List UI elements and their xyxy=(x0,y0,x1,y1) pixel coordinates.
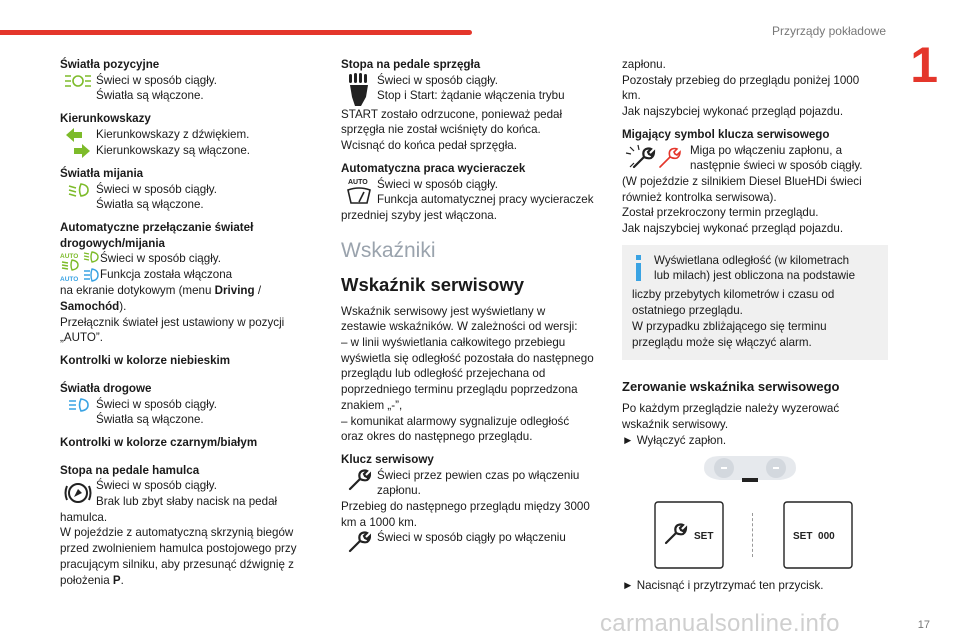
text-line: (W pojeździe z silnikiem Diesel BlueHDi świeci xyxy=(622,174,862,188)
watermark: carmanualsonline.info xyxy=(600,610,840,637)
text-line: START zostało odrzucone, ponieważ pedał xyxy=(341,107,563,121)
section-title: Wskaźniki xyxy=(341,238,436,262)
text-line: Świeci w sposób ciągły. xyxy=(96,479,217,493)
text-line: drogowych/mijania xyxy=(60,236,166,250)
display-set-000-label: SET 000 xyxy=(793,531,835,542)
column-2 xyxy=(341,57,609,554)
turn-signal-arrows-icon xyxy=(60,127,96,159)
flashing-wrench-icon xyxy=(622,143,690,171)
chapter-number: 1 xyxy=(910,37,938,93)
wrench-icon xyxy=(341,468,377,492)
position-lights-title: Światła pozycyjne xyxy=(60,58,160,71)
text-line: Funkcja została włączona xyxy=(100,268,233,282)
main-beam-row xyxy=(60,397,310,428)
position-lights-icon xyxy=(60,73,96,89)
text-line: sprzęgła nie został wciśnięty do końca. xyxy=(341,123,541,137)
foot-on-brake-icon xyxy=(60,478,96,508)
text-line: Po każdym przeglądzie należy wyzerować xyxy=(622,402,840,416)
text-line: oraz okres do następnego przeglądu. xyxy=(341,430,533,444)
text-line: hamulca. xyxy=(60,510,108,524)
text-line: przeglądu lub odległość przejechana od xyxy=(341,367,546,381)
service-key-steady-row xyxy=(341,530,609,554)
text-line: Światła są włączone. xyxy=(96,413,204,427)
text-line: Przełącznik świateł jest ustawiony w pozycji xyxy=(60,315,285,329)
text-line: Świeci przez pewien czas po włączeniu xyxy=(377,468,580,482)
text-line: Wcisnąć do końca pedał sprzęgła. xyxy=(341,139,517,153)
turn-signals-title: Kierunkowskazy xyxy=(60,112,151,126)
svg-text:AUTO: AUTO xyxy=(60,253,79,261)
service-key-title: Klucz serwisowy xyxy=(341,452,434,466)
text-line: W przypadku zbliżającego się terminu xyxy=(632,319,827,333)
text-line: Jak najszybciej wykonać przegląd pojazdu. xyxy=(622,105,844,119)
auto-wipers-row xyxy=(341,177,609,208)
auto-beam-title xyxy=(60,220,310,251)
text-line: wyświetla się odległość pozostała do następnego xyxy=(341,351,594,365)
text-line: zestawie wskaźników. W zależności od wersji: xyxy=(341,320,578,334)
auto-wipers-title: Automatyczna praca wycieraczek xyxy=(341,161,526,175)
text-line: Świeci w sposób ciągły po włączeniu xyxy=(377,531,566,545)
text-line: Został przekroczony termin przeglądu. xyxy=(622,206,819,220)
text-line: Pozostały przebieg do przeglądu poniżej 1000 xyxy=(622,73,860,87)
menu-name-driving: Driving xyxy=(214,284,255,298)
text-span: na ekranie dotykowym (menu xyxy=(60,284,215,298)
text-line: Jak najszybciej wykonać przegląd pojazdu. xyxy=(622,222,844,236)
display-set-wrench xyxy=(654,501,724,574)
text-line: „AUTO”. xyxy=(60,331,103,345)
text-line: Świeci w sposób ciągły. xyxy=(96,73,217,87)
instrument-cluster-button-illustration xyxy=(702,452,798,491)
text-span: położenia xyxy=(60,573,113,587)
info-box-row xyxy=(632,253,878,288)
black-white-lamps-heading: Kontrolki w kolorze czarnym/białym xyxy=(60,435,258,449)
dipped-beam-icon xyxy=(60,182,96,198)
wrench-icon xyxy=(341,530,377,554)
display-set-000 xyxy=(783,501,853,574)
brake-pedal-row xyxy=(60,478,310,509)
text-line: Świeci w sposób ciągły. xyxy=(96,397,217,411)
wiper-auto-label: AUTO xyxy=(348,178,368,186)
text-line: wskaźnik serwisowy. xyxy=(622,417,729,431)
text-line: – komunikat alarmowy sygnalizuje odległość xyxy=(341,414,570,428)
text-line: przedniej szyby jest włączona. xyxy=(341,208,497,222)
menu-name-samochod: Samochód xyxy=(60,300,120,314)
blue-lamps-heading: Kontrolki w kolorze niebieskim xyxy=(60,354,231,368)
dipped-beam-title: Światła mijania xyxy=(60,166,144,180)
reset-service-heading: Zerowanie wskaźnika serwisowego xyxy=(622,379,840,395)
auto-wiper-icon xyxy=(341,177,377,207)
text-line: Stop i Start: żądanie włączenia trybu xyxy=(377,89,565,103)
text-span: ). xyxy=(119,300,127,314)
page-number: 17 xyxy=(917,619,930,631)
brake-pedal-title: Stopa na pedale hamulca xyxy=(60,463,200,477)
position-lights-row xyxy=(60,73,310,104)
info-box xyxy=(622,245,888,361)
text-line: W pojeździe z automatyczną skrzynią biegów xyxy=(60,526,294,540)
text-line: Świeci w sposób ciągły. xyxy=(377,177,498,191)
text-line: Światła są włączone. xyxy=(96,198,204,212)
text-line: ostatniego przeglądu. xyxy=(632,304,743,318)
clutch-pedal-title: Stopa na pedale sprzęgła xyxy=(341,58,481,71)
main-beam-title: Światła drogowe xyxy=(60,381,152,395)
info-icon xyxy=(632,253,654,288)
auto-beam-row xyxy=(60,251,310,283)
main-beam-icon xyxy=(60,397,96,413)
text-line: km. xyxy=(622,89,641,103)
text-line: następnie świeci w sposób ciągły. xyxy=(690,159,863,173)
text-line: Funkcja automatycznej pracy wycieraczek xyxy=(377,193,594,207)
divider-dashed xyxy=(752,513,753,557)
turn-signals-row xyxy=(60,127,310,159)
text-line: Świeci w sposób ciągły. xyxy=(96,182,217,196)
text-line: Świeci w sposób ciągły. xyxy=(100,252,221,266)
text-line: Świeci w sposób ciągły. xyxy=(377,73,498,87)
text-line: km a 1000 km. xyxy=(341,515,418,529)
foot-on-clutch-icon xyxy=(341,73,377,107)
display-set-label: SET xyxy=(694,531,714,542)
text-line: poprzedniego terminu przeglądu poprzedzona xyxy=(341,383,578,397)
text-line: lub milach) jest obliczona na podstawie xyxy=(654,269,856,283)
auto-beam-icons xyxy=(60,251,100,283)
text-line xyxy=(60,573,310,589)
text-line: pracującym silniku, aby przesunąć dźwignię z xyxy=(60,557,294,571)
reset-step-ignition-off: ► Wyłączyć zapłon. xyxy=(622,433,727,447)
text-line: również kontrolka serwisowa). xyxy=(622,190,777,204)
flashing-key-title: Migający symbol klucza serwisowego xyxy=(622,127,830,141)
service-indicator-heading: Wskaźnik serwisowy xyxy=(341,273,525,295)
gear-position-p: P xyxy=(112,573,121,587)
text-line: Wyświetlana odległość (w kilometrach xyxy=(654,253,850,267)
dipped-beam-row xyxy=(60,182,310,213)
top-accent-bar xyxy=(0,30,472,35)
text-span: . xyxy=(120,573,124,587)
column-1 xyxy=(60,57,310,588)
page-header-title: Przyrządy pokładowe xyxy=(771,24,886,38)
svg-text:AUTO: AUTO xyxy=(60,276,79,284)
text-line: Wskaźnik serwisowy jest wyświetlany w xyxy=(341,304,546,318)
reset-step-press-hold: ► Nacisnąć i przytrzymać ten przycisk. xyxy=(622,579,824,592)
text-line: zapłonu. xyxy=(377,484,421,498)
text-line: Kierunkowskazy z dźwiękiem. xyxy=(96,127,250,141)
text-line: Kierunkowskazy są włączone. xyxy=(96,143,251,157)
text-line: liczby przebytych kilometrów i czasu od xyxy=(632,288,835,302)
text-span: / xyxy=(254,284,262,298)
flashing-key-row xyxy=(622,143,888,174)
text-line: – w linii wyświetlania całkowitego przebiegu xyxy=(341,336,566,350)
service-key-row xyxy=(341,468,609,499)
clutch-pedal-row xyxy=(341,73,609,107)
text-line: przed zwolnieniem hamulca postojowego przy xyxy=(60,542,297,556)
text-line: zapłonu. xyxy=(622,58,666,71)
text-line: Automatyczne przełączanie świateł xyxy=(60,220,254,234)
reset-button-knob[interactable] xyxy=(742,478,758,482)
column-3 xyxy=(622,57,888,448)
text-line: znakiem „-”, xyxy=(341,398,403,412)
text-line: Brak lub zbyt słaby nacisk na pedał xyxy=(96,495,278,509)
auto-beam-menu-text xyxy=(60,283,310,314)
text-line: Światła są włączone. xyxy=(96,89,204,103)
text-line: Przebieg do następnego przeglądu między 3000 xyxy=(341,500,590,514)
text-line: Miga po włączeniu zapłonu, a xyxy=(690,143,843,157)
text-line: przeglądu może się włączyć alarm. xyxy=(632,335,812,349)
